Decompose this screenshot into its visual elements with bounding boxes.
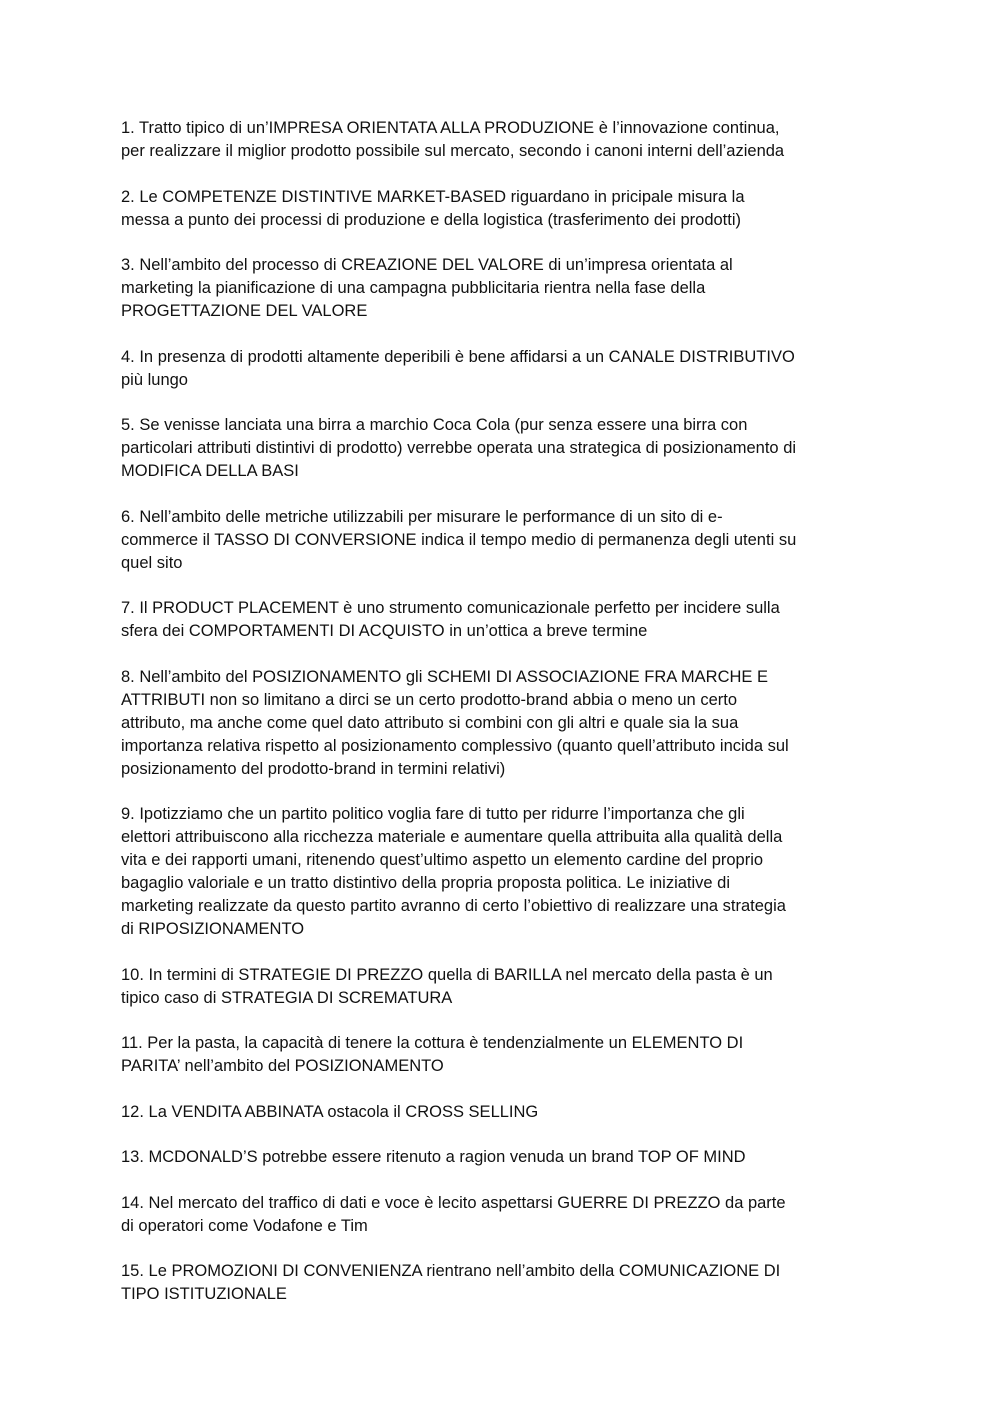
question-1: 1. Tratto tipico di un’IMPRESA ORIENTATA ALLA PRODUZIONE è l’innovazione continua, per realizzare il miglior prodotto possibile sul mercato, secondo i canoni interni dell’azienda (121, 119, 785, 160)
question-15: 15. Le PROMOZIONI DI CONVENIENZA rientrano nell’ambito della COMUNICAZIONE DI TIPO ISTITUZIONALE (121, 1262, 781, 1303)
question-4: 4. In presenza di prodotti altamente deperibili è bene affidarsi a un CANALE DISTRIBUTIVO più lungo (121, 347, 795, 389)
question-list (121, 117, 889, 1329)
question-7: 7. Il PRODUCT PLACEMENT è uno strumento comunicazionale perfetto per incidere sulla sfera dei COMPORTAMENTI DI ACQUISTO in un’ottica a breve termine (121, 599, 780, 640)
question-3: 3. Nell’ambito del processo di CREAZIONE DEL VALORE di un’impresa orientata al marketing la pianificazione di una campagna pubblicitaria rientra nella fase della PROGETTAZIONE DEL VALORE (121, 256, 733, 320)
question-5: 5. Se venisse lanciata una birra a marchio Coca Cola (pur senza essere una birra con particolari attributi distintivi di prodotto) verrebbe operata una strategica di posizionamento di MODIFICA DELLA BASI (121, 416, 797, 480)
question-10: 10. In termini di STRATEGIE DI PREZZO quella di BARILLA nel mercato della pasta è un tipico caso di STRATEGIA DI SCREMATURA (121, 965, 773, 1007)
question-11: 11. Per la pasta, la capacità di tenere la cottura è tendenzialmente un ELEMENTO DI PARITA’ nell’ambito del POSIZIONAMENTO (121, 1034, 744, 1075)
question-13: 13. MCDONALD’S potrebbe essere ritenuto a ragion venuda un brand TOP OF MIND (121, 1148, 746, 1166)
question-2: 2. Le COMPETENZE DISTINTIVE MARKET-BASED riguardano in pricipale misura la messa a punto dei processi di produzione e della logistica (trasferimento dei prodotti) (121, 187, 745, 229)
question-6: 6. Nell’ambito delle metriche utilizzabili per misurare le performance di un sito di e- commerce il TASSO DI CONVERSIONE indica il tempo medio di permanenza degli utenti su quel sito (121, 507, 797, 572)
question-12: 12. La VENDITA ABBINATA ostacola il CROSS SELLING (121, 1102, 539, 1121)
question-14: 14. Nel mercato del traffico di dati e voce è lecito aspettarsi GUERRE DI PREZZO da parte di operatori come Vodafone e Tim (121, 1193, 786, 1235)
question-8: 8. Nell’ambito del POSIZIONAMENTO gli SCHEMI DI ASSOCIAZIONE FRA MARCHE E ATTRIBUTI non so limitano a dirci se un certo prodotto-brand abbia o meno un certo attributo, ma anche come quel dato attributo si combini con gli altri e quale sia la sua importanza relativa rispetto al posizionamento complessivo (quanto quell’attributo incida sul posizionamento del prodotto-brand in termini relativi) (121, 667, 789, 778)
question-9: 9. Ipotizziamo che un partito politico voglia fare di tutto per ridurre l’importanza che gli elettori attribuiscono alla ricchezza materiale e aumentare quella attribuita alla qualità della vita e dei rapporti umani, ritenendo quest’ultimo aspetto un elemento cardine del proprio bagaglio valoriale e un tratto distintivo della propria proposta politica. Le iniziative di marketing realizzate da questo partito avranno di certo l’obiettivo di realizzare una strategia di RIPOSIZIONAMENTO (121, 805, 786, 938)
